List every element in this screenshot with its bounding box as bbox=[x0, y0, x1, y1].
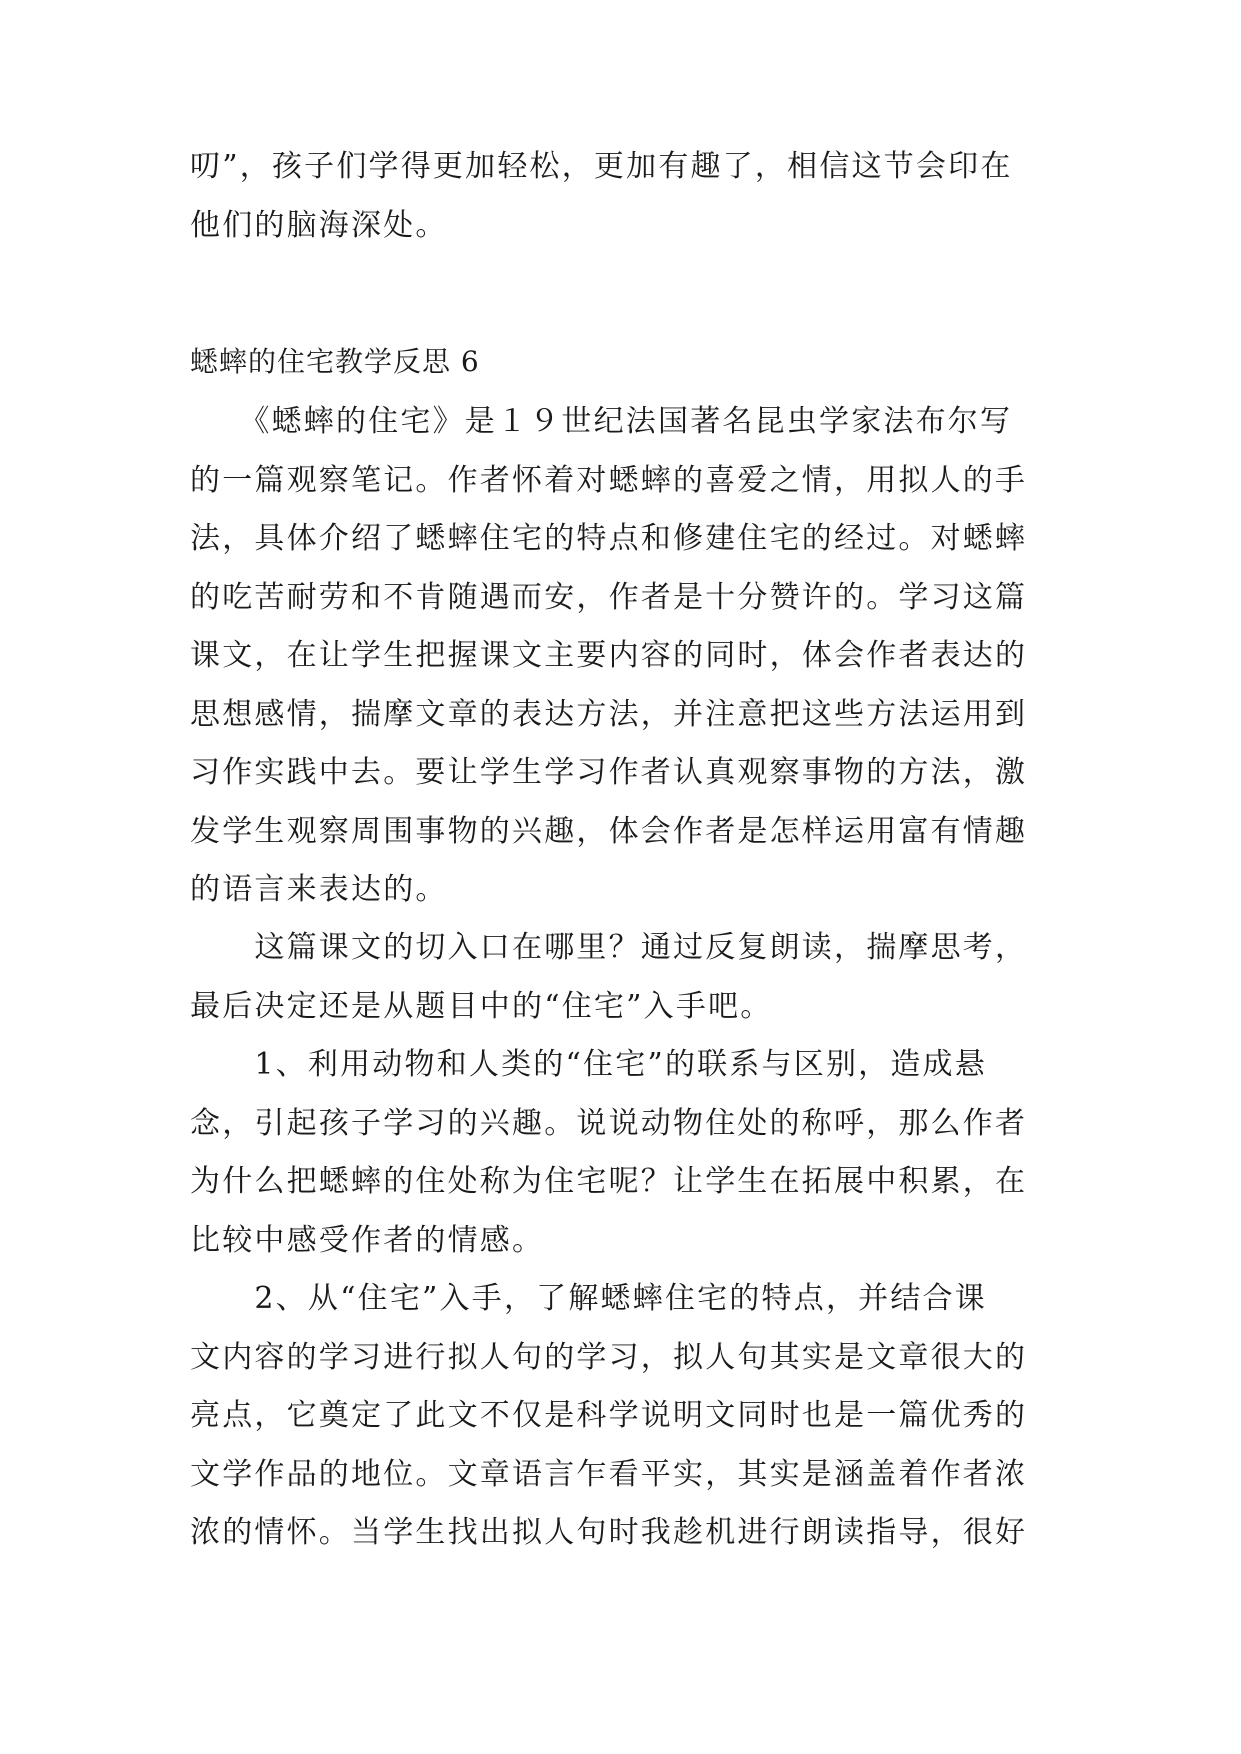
text-line: 比较中感受作者的情感。 bbox=[190, 1222, 545, 1258]
text-line: 法，具体介绍了蟋蟀住宅的特点和修建住宅的经过。对蟋蟀 bbox=[190, 521, 1028, 556]
text-line: 他们的脑海深处。 bbox=[190, 207, 448, 243]
text-line: 为什么把蟋蟀的住处称为住宅呢？让学生在拓展中积累，在 bbox=[190, 1164, 1028, 1199]
text-line: 的吃苦耐劳和不肯随遇而安，作者是十分赞许的。学习这篇 bbox=[190, 579, 1028, 615]
body-paragraph-4 bbox=[190, 1270, 1052, 1563]
body-paragraph-3 bbox=[190, 1036, 1052, 1270]
body-paragraph-1 bbox=[190, 393, 1052, 920]
text-line: 课文，在让学生把握课文主要内容的同时，体会作者表达的 bbox=[190, 638, 1028, 673]
text-line: 亮点，它奠定了此文不仅是科学说明文同时也是一篇优秀的 bbox=[190, 1398, 1028, 1433]
text-line: 文内容的学习进行拟人句的学习，拟人句其实是文章很大的 bbox=[190, 1339, 1028, 1375]
text-line: 浓的情怀。当学生找出拟人句时我趁机进行朗读指导，很好 bbox=[190, 1515, 1028, 1550]
text-line: 习作实践中去。要让学生学习作者认真观察事物的方法，激 bbox=[190, 755, 1028, 790]
text-line: 1、利用动物和人类的“住宅”的联系与区别，造成悬 bbox=[190, 1047, 987, 1082]
text-line: 念，引起孩子学习的兴趣。说说动物住处的称呼，那么作者 bbox=[190, 1105, 1028, 1141]
continuation-paragraph bbox=[190, 138, 1052, 255]
text-line: 文学作品的地位。文章语言乍看平实，其实是涵盖着作者浓 bbox=[190, 1456, 1028, 1492]
text-line: 发学生观察周围事物的兴趣，体会作者是怎样运用富有情趣 bbox=[190, 813, 1028, 849]
text-line: 最后决定还是从题目中的“住宅”入手吧。 bbox=[190, 988, 773, 1024]
text-line: 《蟋蟀的住宅》是１９世纪法国著名昆虫学家法布尔写 bbox=[190, 404, 1013, 439]
text-line: 思想感情，揣摩文章的表达方法，并注意把这些方法运用到 bbox=[190, 696, 1028, 732]
text-line: 叨”，孩子们学得更加轻松，更加有趣了，相信这节会印在 bbox=[190, 149, 1013, 184]
section-title: 蟋蟀的住宅教学反思 6 bbox=[190, 345, 480, 378]
text-line: 2、从“住宅”入手，了解蟋蟀住宅的特点，并结合课 bbox=[190, 1281, 987, 1316]
text-line: 的一篇观察笔记。作者怀着对蟋蟀的喜爱之情，用拟人的手 bbox=[190, 462, 1028, 498]
body-paragraph-2 bbox=[190, 919, 1052, 1036]
text-line: 这篇课文的切入口在哪里？通过反复朗读，揣摩思考， bbox=[190, 930, 1028, 965]
text-line: 的语言来表达的。 bbox=[190, 872, 448, 907]
